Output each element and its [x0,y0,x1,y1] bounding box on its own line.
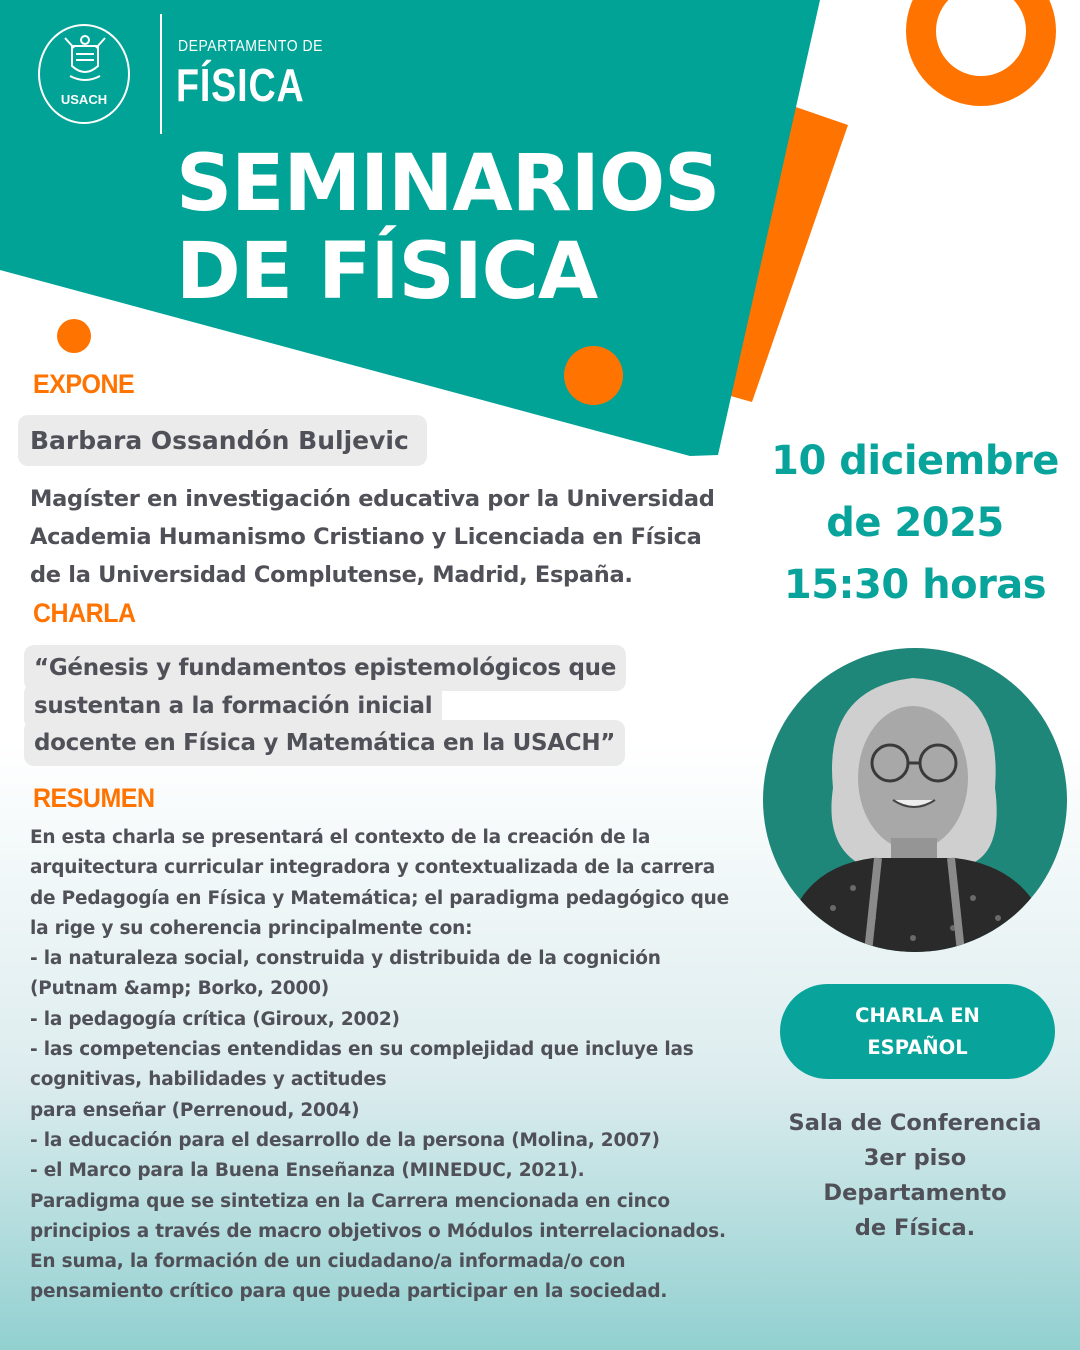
event-time: 15:30 horas [783,562,1047,608]
event-date-line-2: de 2025 [826,500,1004,546]
orange-ring-decoration [906,0,1056,106]
abstract-line: Paradigma que se sintetiza en la Carrera mencionada en cinco [30,1190,670,1212]
speaker-portrait-icon [763,648,1067,952]
venue-line: de Física. [854,1215,976,1241]
abstract-text [30,823,790,1308]
talk-title-line: docente en Física y Matemática en la USACH” [24,720,625,766]
abstract-line: - el Marco para la Buena Enseñanza (MINEDUC, 2021). [30,1160,585,1182]
abstract-line: En suma, la formación de un ciudadano/a informada/o con [30,1251,626,1273]
abstract-line: - la educación para el desarrollo de la persona (Molina, 2007) [30,1129,660,1151]
venue-info [780,1106,1050,1246]
speaker-bio [30,480,770,594]
orange-dot-large [564,346,623,405]
logo-text: USACH [60,92,108,107]
orange-dot-small [57,319,91,353]
department-label: DEPARTAMENTO DE [178,36,323,55]
bio-line: de la Universidad Complutense, Madrid, España. [30,562,633,588]
venue-line: Departamento [823,1180,1007,1206]
venue-line: 3er piso [863,1145,967,1171]
event-datetime [760,430,1070,616]
abstract-line: - la naturaleza social, construida y distribuida de la cognición [30,948,661,970]
bio-line: Academia Humanismo Cristiano y Licenciada en Física [30,524,702,550]
abstract-line: En esta charla se presentará el contexto de la creación de la [30,827,651,848]
talk-heading: CHARLA [33,598,136,629]
talk-title-line: “Génesis y fundamentos epistemológicos que [24,645,626,691]
language-badge [780,984,1055,1079]
abstract-line: la rige y su coherencia principalmente con: [30,917,473,939]
abstract-heading: RESUMEN [33,783,155,814]
language-line-1: CHARLA EN [855,1003,980,1027]
abstract-line: para enseñar (Perrenoud, 2004) [30,1099,360,1121]
usach-crest-icon [60,32,110,88]
language-line-2: ESPAÑOL [867,1035,968,1059]
speaker-name: Barbara Ossandón Buljevic [18,415,427,466]
page-title [176,140,719,316]
speaker-heading: EXPONE [33,369,135,400]
abstract-line: (Putnam &amp; Borko, 2000) [30,978,330,1000]
venue-line: Sala de Conferencia [788,1110,1042,1136]
abstract-line: de Pedagogía en Física y Matemática; el paradigma pedagógico que [30,887,729,909]
abstract-line: arquitectura curricular integradora y contextualizada de la carrera [30,857,716,879]
department-name: FÍSICA [176,59,305,111]
abstract-line: cognitivas, habilidades y actitudes [30,1069,387,1091]
abstract-line: - la pedagogía crítica (Giroux, 2002) [30,1008,400,1030]
bio-line: Magíster en investigación educativa por la Universidad [30,486,715,512]
title-line-1: SEMINARIOS [176,139,720,229]
abstract-line: - las competencias entendidas en su complejidad que incluye las [30,1039,694,1061]
portrait-drawing [763,648,1067,952]
talk-title-line-text: sustentan a la formación inicial [24,683,442,729]
title-line-2: DE FÍSICA [176,227,598,317]
event-date-line-1: 10 diciembre [771,438,1059,484]
logo-divider [160,14,162,134]
abstract-line: principios a través de macro objetivos o Módulos interrelacionados. [30,1220,726,1242]
abstract-line: pensamiento crítico para que pueda participar en la sociedad. [30,1281,668,1303]
